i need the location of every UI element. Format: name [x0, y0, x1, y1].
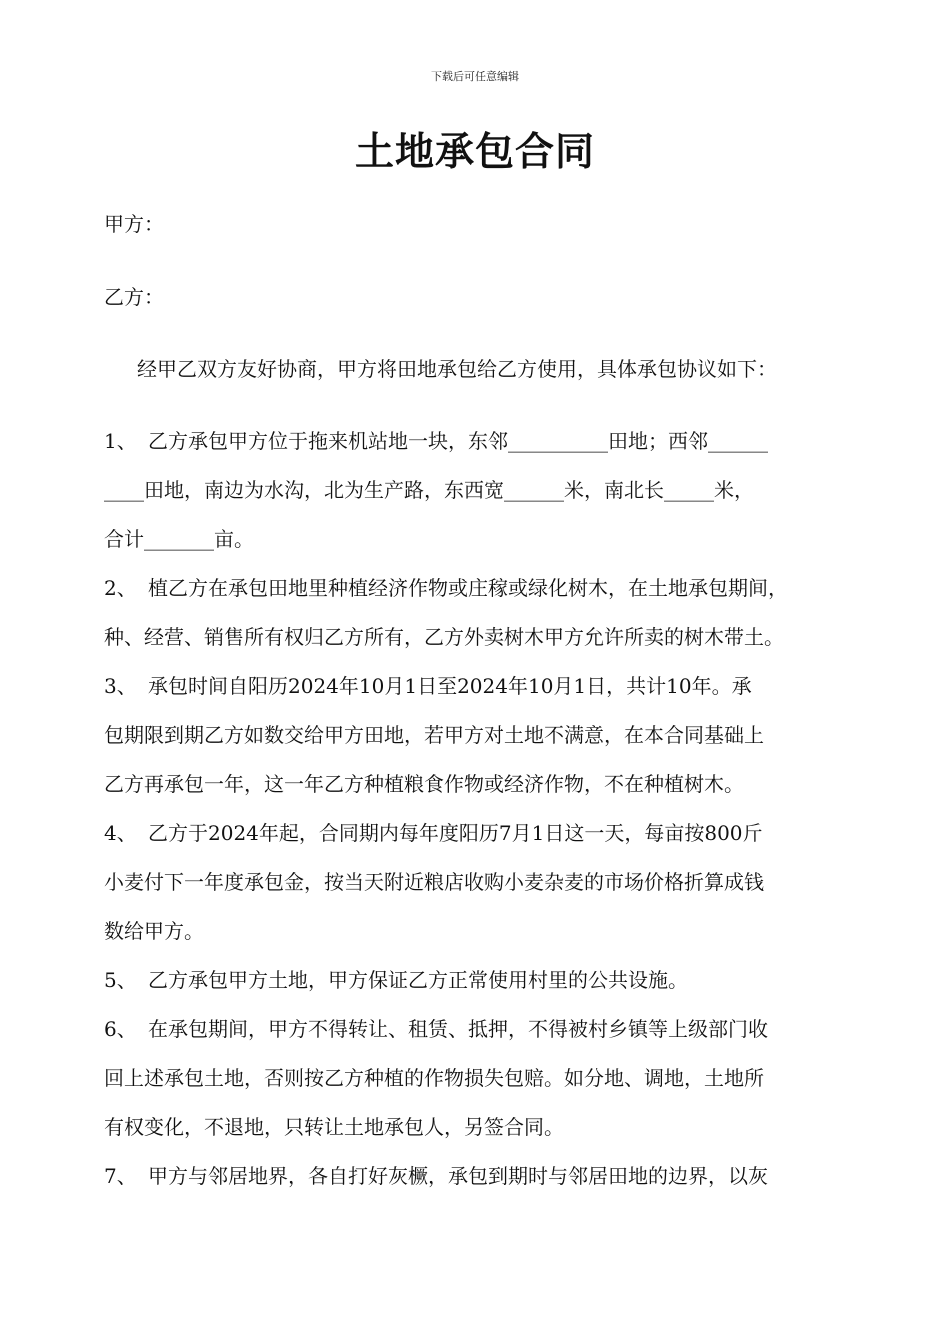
- clause-3: [104, 662, 851, 809]
- clause-line: [104, 564, 851, 613]
- clause-text: 乙方承包甲方土地，甲方保证乙方正常使用村里的公共设施。: [148, 968, 688, 992]
- clause-line: [104, 1005, 851, 1054]
- clause-line: 回上述承包土地，否则按乙方种植的作物损失包赔。如分地、调地，土地所: [104, 1066, 764, 1090]
- clause-line: [104, 956, 851, 1005]
- intro-paragraph: 经甲乙双方友好协商，甲方将田地承包给乙方使用，具体承包协议如下：: [137, 357, 777, 381]
- clause-text: 植乙方在承包田地里种植经济作物或庄稼或绿化树木，在土地承包期间，: [148, 576, 788, 600]
- clause-number: 5、: [104, 968, 137, 992]
- clause-text: 乙方于2024年起，合同期内每年度阳历7月1日这一天，每亩按800斤: [148, 821, 763, 845]
- clause-4: [104, 809, 851, 956]
- clause-line: 包期限到期乙方如数交给甲方田地，若甲方对土地不满意，在本合同基础上: [104, 723, 764, 747]
- clause-number: 4、: [104, 821, 137, 845]
- party-b-label: 乙方：: [104, 285, 164, 309]
- clause-number: 3、: [104, 674, 137, 698]
- clause-line: 种、经营、销售所有权归乙方所有，乙方外卖树木甲方允许所卖的树木带土。: [104, 625, 784, 649]
- clause-number: 6、: [104, 1017, 137, 1041]
- clause-text: 乙方承包甲方位于拖来机站地一块，东邻__________田地；西邻______: [148, 429, 768, 453]
- clause-7: [104, 1152, 851, 1201]
- clause-line: 乙方再承包一年，这一年乙方种植粮食作物或经济作物，不在种植树木。: [104, 772, 744, 796]
- clause-line: 数给甲方。: [104, 919, 204, 943]
- clause-5: [104, 956, 851, 1005]
- clause-line: [104, 417, 851, 466]
- clause-number: 7、: [104, 1164, 137, 1188]
- clause-line: 小麦付下一年度承包金，按当天附近粮店收购小麦杂麦的市场价格折算成钱: [104, 870, 764, 894]
- party-a-label: 甲方：: [104, 212, 164, 236]
- clause-line: [104, 662, 851, 711]
- clause-text: 甲方与邻居地界，各自打好灰橛，承包到期时与邻居田地的边界，以灰: [148, 1164, 768, 1188]
- clause-line: 有权变化，不退地，只转让土地承包人，另签合同。: [104, 1115, 564, 1139]
- clause-line: [104, 809, 851, 858]
- clause-number: 2、: [104, 576, 137, 600]
- clause-line: ____田地，南边为水沟，北为生产路，东西宽______米，南北长_____米，: [104, 478, 754, 502]
- clause-6: [104, 1005, 851, 1152]
- clause-text: 承包时间自阳历2024年10月1日至2024年10月1日，共计10年。承: [148, 674, 752, 698]
- clause-1: [104, 417, 851, 564]
- clause-text: 在承包期间，甲方不得转让、租赁、抵押，不得被村乡镇等上级部门收: [148, 1017, 768, 1041]
- clause-number: 1、: [104, 429, 137, 453]
- contract-title: 土地承包合同: [354, 129, 595, 175]
- clause-line: [104, 1152, 851, 1201]
- header-note: 下载后可任意编辑: [431, 70, 519, 83]
- clause-2: [104, 564, 851, 662]
- clause-line: 合计_______亩。: [104, 527, 254, 551]
